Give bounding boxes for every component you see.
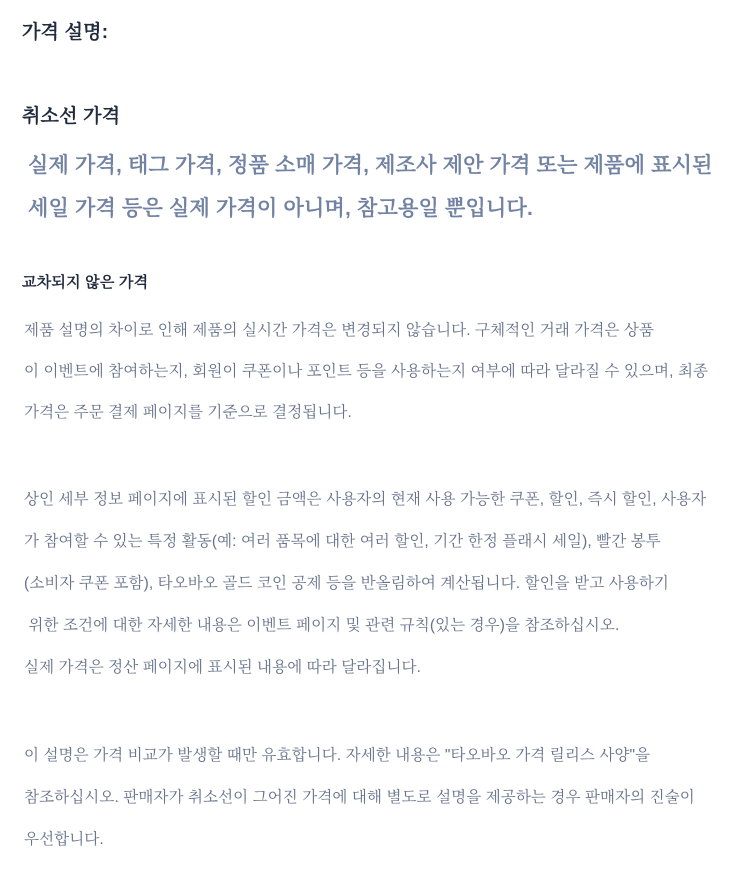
paragraph-line: 이 이벤트에 참여하는지, 회원이 쿠폰이나 포인트 등을 사용하는지 여부에 따라 달라질 수 있으며, 최종 xyxy=(24,363,709,380)
paragraph-line: 참조하십시오. 판매자가 취소선이 그어진 가격에 대해 별도로 설명을 제공하는 경우 판매자의 진술이 xyxy=(24,789,695,806)
paragraph-line: 가격은 주문 결제 페이지를 기준으로 결정됩니다. xyxy=(24,404,352,421)
paragraph-validity-note xyxy=(22,735,710,861)
paragraph-line: 상인 세부 정보 페이지에 표시된 할인 금액은 사용자의 현재 사용 가능한 쿠폰, 할인, 즉시 할인, 사용자 xyxy=(24,491,707,508)
highlight-line: 실제 가격, 태그 가격, 정품 소매 가격, 제조사 제안 가격 또는 제품에 표시된 xyxy=(28,154,713,177)
paragraph-discount-calculation xyxy=(22,479,710,689)
paragraph-line: 위한 조건에 대한 자세한 내용은 이벤트 페이지 및 관련 규칙(있는 경우)을 참조하십시오. xyxy=(24,617,620,634)
paragraph-line: 제품 설명의 차이로 인해 제품의 실시간 가격은 변경되지 않습니다. 구체적인 거래 가격은 상품 xyxy=(24,322,655,339)
paragraph-line: 실제 가격은 정산 페이지에 표시된 내용에 따라 달라집니다. xyxy=(24,659,422,676)
paragraph-realtime-price xyxy=(22,310,710,433)
strikethrough-price-heading: 취소선 가격 xyxy=(22,106,121,127)
paragraph-line: 우선합니다. xyxy=(24,831,104,848)
page-title: 가격 설명: xyxy=(22,22,109,43)
paragraph-line: 이 설명은 가격 비교가 발생할 때만 유효합니다. 자세한 내용은 "타오바오 가격 릴리스 사양"을 xyxy=(24,747,651,764)
noncrossed-price-heading: 교차되지 않은 가격 xyxy=(22,274,149,291)
paragraph-line: (소비자 쿠폰 포함), 타오바오 골드 코인 공제 등을 반올림하여 계산됩니다. 할인을 받고 사용하기 xyxy=(24,575,669,592)
highlight-line: 세일 가격 등은 실제 가격이 아니며, 참고용일 뿐입니다. xyxy=(28,197,534,220)
strikethrough-price-description xyxy=(22,144,713,230)
paragraph-line: 가 참여할 수 있는 특정 활동(예: 여러 품목에 대한 여러 할인, 기간 한정 플래시 세일), 빨간 봉투 xyxy=(24,533,661,550)
